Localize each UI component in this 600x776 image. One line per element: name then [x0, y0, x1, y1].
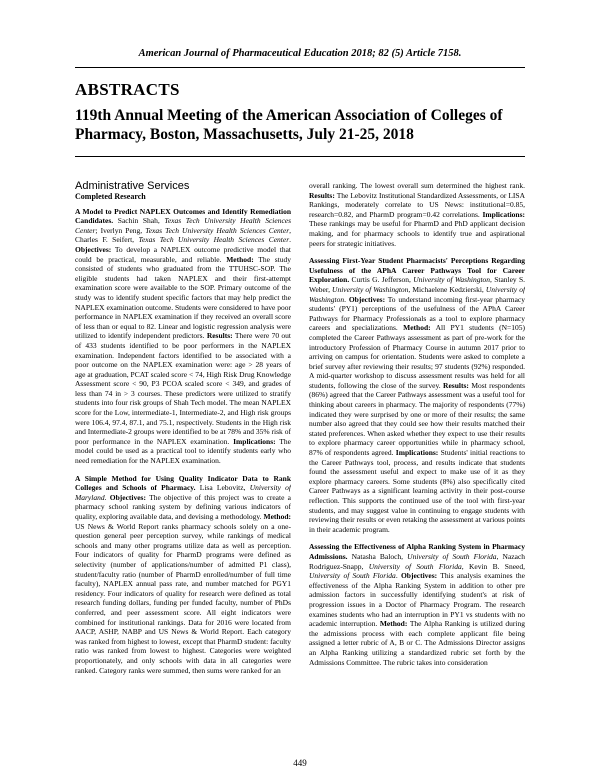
abstract-alpha-ranking [309, 542, 525, 667]
abstract-naplex-model [75, 207, 291, 466]
author: , Charles F. Seifert, [75, 225, 291, 245]
right-column [309, 181, 525, 753]
method-text-continued: overall ranking. The lowest overall sum determined the highest rank. [309, 181, 525, 190]
affiliation: University of Maryland [75, 483, 291, 502]
results-label: Results: [443, 380, 469, 390]
author: Sachin Shah, [117, 216, 160, 226]
implications-label: Implications: [233, 436, 276, 446]
author: , Michaelene Kedzierski, [408, 284, 484, 294]
category-heading: Administrative Services [75, 180, 190, 192]
objectives-label: Objectives: [75, 244, 112, 254]
results-label: Results: [309, 190, 335, 200]
abstract-title: A Simple Method for Using Quality Indicator Data to Rank Colleges and Schools of Pharmacy. [75, 473, 291, 493]
abstract-title: Assessing First-Year Student Pharmacists' Perceptions Regarding Usefulness of the APhA Career Pathways Tool for Career Exploration. [309, 256, 525, 285]
page-number: 449 [293, 758, 307, 768]
results-text: Most respondents (86%) agreed that the Career Pathways assessment was a useful tool for thinking about careers in pharmacy. The majority of respondents (77%) indicated they were surprised by one or more of their results; the same number also agreed that they could see how their results matched their stated preferences. When asked whether they expect to use their results to explore pharmacy career opportunities while in pharmacy school, 87% of respondents agreed. [309, 380, 525, 458]
separator: . [104, 492, 107, 502]
implications-text: These rankings may be useful for PharmD and PhD applicant decision making, and for pharmacy schools to identify true and aspirational peers for strategic initiatives. [309, 219, 525, 248]
affiliation: University of South Florida [368, 561, 462, 571]
author: Lisa Lebovitz, [199, 483, 246, 493]
objectives-text: To understand incoming first-year pharmacy students' (PY1) perceptions of the usefulness of the APhA Career Pathways for Pharmacy Professionals as a tool to explore pharmacy careers and specializations. [309, 294, 525, 333]
method-text: US News & World Report ranks pharmacy schools solely on a one-question general peer perception survey, while rankings of medical schools and many other programs utilize data as well as perception. Four indicators of quality for PharmD programs were defined as selectivity (number of applications/number of admitted P1 class), student/faculty ratio (number of PharmD enrolled/number of full time faculty), NAPLEX annual pass rate, and number matched for PGY1 residency. Four indicators of quality for research were defined as total research funding dollars, funding per funded faculty, number of PhDs conferred, and peer assessment score. All eight indicators were combined for institutional rankings. Data for 2016 were located from AACP, ASHP, NABP and US News & World Report. Each category was ranked from highest to lowest, except that PharmD student: faculty ratio was ranked from lowest to highest. Categories were weighted proportionately, and only schools with data in all categories were ranked. Category ranks were summed, then sums were ranked for an [75, 521, 291, 675]
abstract-career-pathways [309, 256, 525, 534]
journal-header: American Journal of Pharmaceutical Education 2018; 82 (5) Article 7158. [138, 48, 462, 59]
abstract-title: A Model to Predict NAPLEX Outcomes and Identify Remediation Candidates. [75, 206, 291, 226]
author: Natasha Baloch, [351, 551, 404, 561]
implications-label: Implications: [395, 448, 439, 458]
separator: . [344, 294, 347, 304]
separator: . [289, 235, 291, 245]
objectives-label: Objectives: [348, 294, 386, 304]
title-rule [75, 156, 525, 157]
objectives-text: This analysis examines the effectiveness of the Alpha Ranking System in addition to other pre admission factors in successfully identifying student's at risk of progression issues in a Doctor of Pharmacy Program. The research examines students who had an interruption in PY1 vs students with no academic interruption. [309, 571, 525, 629]
abstract-ranking-method-continued [309, 181, 525, 248]
affiliation: University of South Florida [407, 551, 497, 561]
abstract-ranking-method [75, 474, 291, 675]
results-text: The Lebovitz Institutional Standardized Assessments, or LISA Rankings, moderately correlate to US News: institutional=0.85, research=0.82, and PharmD program=0.42 correlations. [309, 190, 525, 219]
affiliation: Texas Tech University Health Sciences Center [145, 225, 290, 235]
separator: . [395, 571, 398, 581]
implications-text: Students' initial reactions to the Career Pathways tool, process, and results indicate that students found the assessment useful and expect to make use of it as they explore pharmacy careers. Some students (8%) also specifically cited Career Pathways as a significant learning activity in their post-course reflection. This supports the continued use of the tool with first-year students, and may suggest value in continuing to engage students with reviewing their results or even retaking the assessment at various points in their academic program. [309, 448, 525, 534]
author: Curtis G. Jefferson, [351, 275, 411, 285]
method-text: All PY1 students (N=105) completed the Career Pathways assessment as part of pre-work for the introductory Profession of Pharmacy Course in autumn 2017 prior to arriving on campus for orientation. Students were asked to complete a brief survey after reviewing their results; 97 students (92%) responded. A mid-quarter workshop to discuss assessment results was held for all students, following the close of the survey. [309, 323, 525, 390]
results-label: Results: [206, 331, 233, 341]
affiliation: University of South Florida [309, 571, 396, 581]
author: , Stanley S. Weber, [309, 275, 525, 294]
affiliation: Texas Tech University Health Sciences Center [75, 216, 291, 235]
method-label: Method: [379, 619, 408, 629]
results-text: There were 70 out of 433 students identified to be poor performers in the NAPLEX examination. Independent factors identified to be associated with a poor outcome on the NAPLEX examination were: age > 28 years of age at graduation, PCAT scaled score < 74, High Risk Drug Knowledge Assessment score < 90, P3 PCOA scaled score < 349, and grades of less than 74 in > 3 courses. These predictors were utilized to stratify students into four risk groups of Shah Tech model. The mean NAPLEX score for the Low, intermediate-1, Intermediate-2, and High risk groups were 106.4, 97.4, 87.1, and 75.1, respectively. Students in the High risk and Intermediate-2 groups were identified to be at 78% and 35% risk of poor performance in the NAPLEX examination. [75, 331, 291, 446]
author: ; Iverlyn Peng, [95, 225, 143, 235]
objectives-label: Objectives: [109, 492, 146, 502]
objectives-text: To develop a NAPLEX outcome predictive model that could be practical, measurable, and reliable. [75, 244, 291, 264]
method-label: Method: [403, 323, 431, 333]
method-text: The Alpha Ranking is utilized during the admissions process with each complete applicant file being assigned a letter rubric of A, B or C. The Admissions Director assigns an Alpha Ranking utilizing a standardized rubric set forth by the Admissions Committee. The rubric takes into consideration [309, 619, 525, 667]
author: , Nazach Rodriguez-Snapp, [309, 551, 525, 571]
method-label: Method: [263, 512, 291, 521]
objectives-label: Objectives: [400, 571, 438, 581]
method-label: Method: [226, 254, 254, 264]
meeting-title: 119th Annual Meeting of the American Association of Colleges of Pharmacy, Boston, Massachusetts, July 21-25, 2018 [75, 107, 503, 143]
affiliation: University of Washington [309, 284, 525, 304]
section-title: ABSTRACTS [75, 80, 180, 99]
method-text: The study consisted of students who graduated from the TTUHSC-SOP. The eligible students had taken NAPLEX and their first-attempt examination score were available to the SOP. Primary outcome of the study was to identify student specific factors that may help predict the NAPLEX examination outcome. Students were considered to have poor performance in NAPLEX examination if they received an overall score of less than or equal to 82. Linear and logistic regression analysis were utilized to identify independent predictors. [75, 254, 291, 341]
author: , Kevin B. Sneed, [461, 561, 525, 571]
affiliation: Texas Tech University Health Sciences Center [138, 235, 290, 245]
affiliation: University of Washington [413, 275, 491, 285]
subcategory-heading: Completed Research [75, 192, 146, 201]
affiliation: University of Washington [332, 284, 409, 294]
objectives-text: The objective of this project was to create a pharmacy school ranking system by defining various indicators of quality, exploring available data, and devising a methodology. [75, 492, 291, 521]
implications-text: The model could be used as a practical tool to identify students early who need remediation for the NAPLEX examination. [75, 436, 291, 466]
left-column [75, 180, 291, 752]
implications-label: Implications: [482, 209, 525, 219]
abstract-title: Assessing the Effectiveness of Alpha Ranking System in Pharmacy Admissions. [309, 542, 525, 561]
header-rule [75, 67, 525, 68]
